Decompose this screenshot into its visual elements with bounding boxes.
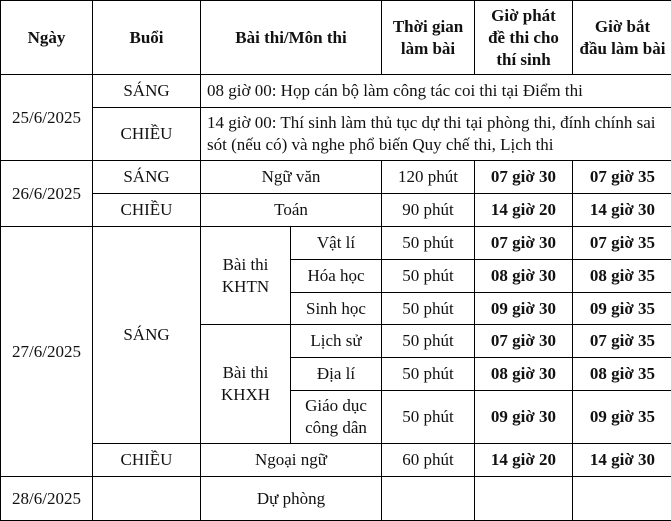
- session-cell: [93, 477, 201, 521]
- table-row: [1, 75, 671, 108]
- subject-cell: Lịch sử: [291, 325, 382, 358]
- duration-cell: 50 phút: [382, 293, 475, 325]
- header-row: [1, 1, 671, 75]
- duration-cell: 50 phút: [382, 358, 475, 391]
- subject-cell: Địa lí: [291, 358, 382, 391]
- subject-cell: Toán: [201, 194, 382, 227]
- duration-cell: 50 phút: [382, 227, 475, 260]
- session-cell: SÁNG: [93, 75, 201, 108]
- date-cell: 27/6/2025: [1, 227, 93, 477]
- distribute-time-cell: 07 giờ 30: [475, 227, 573, 260]
- subject-cell: Sinh học: [291, 293, 382, 325]
- distribute-time-cell: 08 giờ 30: [475, 260, 573, 293]
- activity-cell: 08 giờ 00: Họp cán bộ làm công tác coi thi tại Điểm thi: [201, 75, 671, 108]
- duration-cell: [382, 477, 475, 521]
- start-time-cell: 08 giờ 35: [573, 358, 671, 391]
- distribute-time-cell: 14 giờ 20: [475, 444, 573, 477]
- distribute-time-cell: 09 giờ 30: [475, 391, 573, 444]
- start-time-cell: 09 giờ 35: [573, 391, 671, 444]
- exam-group-khtn: Bài thi KHTN: [201, 227, 291, 325]
- subject-cell: Hóa học: [291, 260, 382, 293]
- header-distribute-time: Giờ phát đề thi cho thí sinh: [475, 1, 573, 75]
- date-cell: 25/6/2025: [1, 75, 93, 161]
- duration-cell: 120 phút: [382, 161, 475, 194]
- header-date: Ngày: [1, 1, 93, 75]
- subject-cell: Vật lí: [291, 227, 382, 260]
- distribute-time-cell: 07 giờ 30: [475, 325, 573, 358]
- session-cell: CHIỀU: [93, 194, 201, 227]
- start-time-cell: 09 giờ 35: [573, 293, 671, 325]
- start-time-cell: 14 giờ 30: [573, 444, 671, 477]
- start-time-cell: 14 giờ 30: [573, 194, 671, 227]
- distribute-time-cell: 08 giờ 30: [475, 358, 573, 391]
- session-cell: SÁNG: [93, 227, 201, 444]
- table-row: [1, 227, 671, 260]
- duration-cell: 50 phút: [382, 325, 475, 358]
- start-time-cell: 07 giờ 35: [573, 325, 671, 358]
- header-session: Buổi: [93, 1, 201, 75]
- session-cell: SÁNG: [93, 161, 201, 194]
- date-cell: 26/6/2025: [1, 161, 93, 227]
- start-time-cell: 07 giờ 35: [573, 161, 671, 194]
- subject-cell: Ngoại ngữ: [201, 444, 382, 477]
- subject-cell: Dự phòng: [201, 477, 382, 521]
- table-row: [1, 194, 671, 227]
- session-cell: CHIỀU: [93, 444, 201, 477]
- duration-cell: 50 phút: [382, 391, 475, 444]
- subject-cell: Ngữ văn: [201, 161, 382, 194]
- subject-cell: Giáo dục công dân: [291, 391, 382, 444]
- header-subject: Bài thi/Môn thi: [201, 1, 382, 75]
- date-cell: 28/6/2025: [1, 477, 93, 521]
- header-duration: Thời gian làm bài: [382, 1, 475, 75]
- duration-cell: 60 phút: [382, 444, 475, 477]
- distribute-time-cell: 09 giờ 30: [475, 293, 573, 325]
- session-cell: CHIỀU: [93, 108, 201, 161]
- exam-group-khxh: Bài thi KHXH: [201, 325, 291, 444]
- distribute-time-cell: 14 giờ 20: [475, 194, 573, 227]
- activity-cell: 14 giờ 00: Thí sinh làm thủ tục dự thi tại phòng thi, đính chính sai sót (nếu có) và nghe phổ biến Quy chế thi, Lịch thi: [201, 108, 671, 161]
- header-start-time: Giờ bắt đầu làm bài: [573, 1, 671, 75]
- duration-cell: 50 phút: [382, 260, 475, 293]
- distribute-time-cell: [475, 477, 573, 521]
- table-row: [1, 477, 671, 521]
- table-row: [1, 161, 671, 194]
- duration-cell: 90 phút: [382, 194, 475, 227]
- start-time-cell: 08 giờ 35: [573, 260, 671, 293]
- table-row: [1, 108, 671, 161]
- distribute-time-cell: 07 giờ 30: [475, 161, 573, 194]
- start-time-cell: [573, 477, 671, 521]
- start-time-cell: 07 giờ 35: [573, 227, 671, 260]
- table-row: [1, 444, 671, 477]
